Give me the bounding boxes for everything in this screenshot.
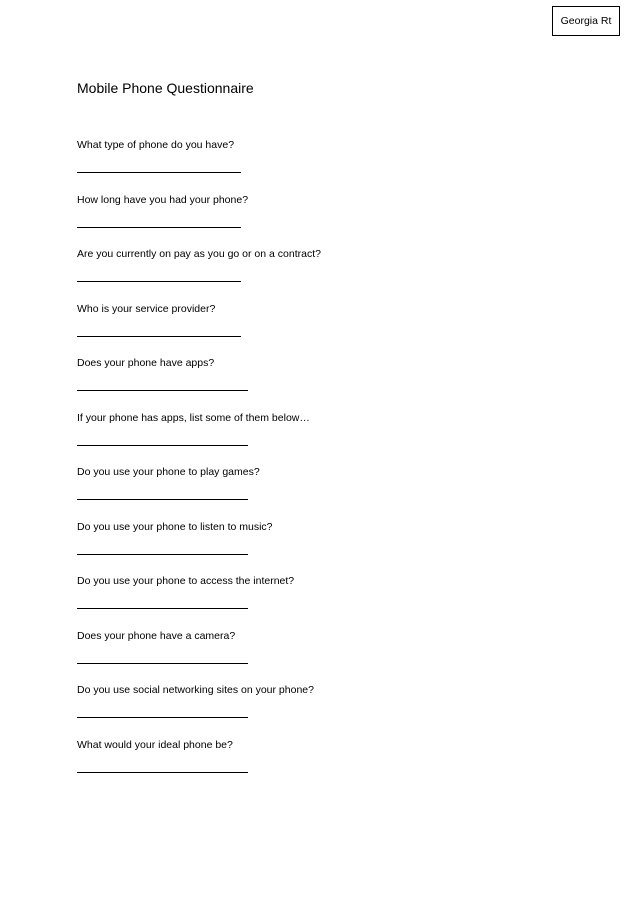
question-text: Who is your service provider? xyxy=(77,302,216,315)
answer-line[interactable] xyxy=(77,172,241,173)
answer-line[interactable] xyxy=(77,554,248,555)
question-item xyxy=(77,411,577,466)
question-item xyxy=(77,574,577,629)
question-item xyxy=(77,193,577,248)
answer-line[interactable] xyxy=(77,281,241,282)
question-item xyxy=(77,683,577,738)
answer-line[interactable] xyxy=(77,390,248,391)
question-text: What would your ideal phone be? xyxy=(77,738,233,751)
question-item xyxy=(77,465,577,520)
answer-line[interactable] xyxy=(77,227,241,228)
page-title: Mobile Phone Questionnaire xyxy=(77,80,254,96)
answer-line[interactable] xyxy=(77,336,241,337)
question-text: Do you use social networking sites on your phone? xyxy=(77,684,314,696)
question-item xyxy=(77,520,577,575)
answer-line[interactable] xyxy=(77,608,248,609)
answer-line[interactable] xyxy=(77,445,248,446)
question-item xyxy=(77,629,577,684)
question-text: Do you use your phone to access the internet? xyxy=(77,575,295,587)
question-item xyxy=(77,738,577,793)
question-text: If your phone has apps, list some of them below… xyxy=(77,411,310,424)
author-name-box xyxy=(552,6,620,36)
question-list xyxy=(77,138,577,792)
question-text: Does your phone have a camera? xyxy=(77,629,236,642)
question-text: Do you use your phone to listen to music? xyxy=(77,520,273,533)
answer-line[interactable] xyxy=(77,499,248,500)
question-item xyxy=(77,247,577,302)
question-text: How long have you had your phone? xyxy=(77,193,249,206)
answer-line[interactable] xyxy=(77,663,248,664)
question-item xyxy=(77,356,577,411)
question-text: Do you use your phone to play games? xyxy=(77,466,260,478)
author-name: Georgia Rt xyxy=(560,15,612,27)
question-text: Are you currently on pay as you go or on a contract? xyxy=(77,248,321,260)
answer-line[interactable] xyxy=(77,717,248,718)
question-text: Does your phone have apps? xyxy=(77,357,215,369)
question-text: What type of phone do you have? xyxy=(77,139,235,151)
question-item xyxy=(77,302,577,357)
answer-line[interactable] xyxy=(77,772,248,773)
question-item xyxy=(77,138,577,193)
